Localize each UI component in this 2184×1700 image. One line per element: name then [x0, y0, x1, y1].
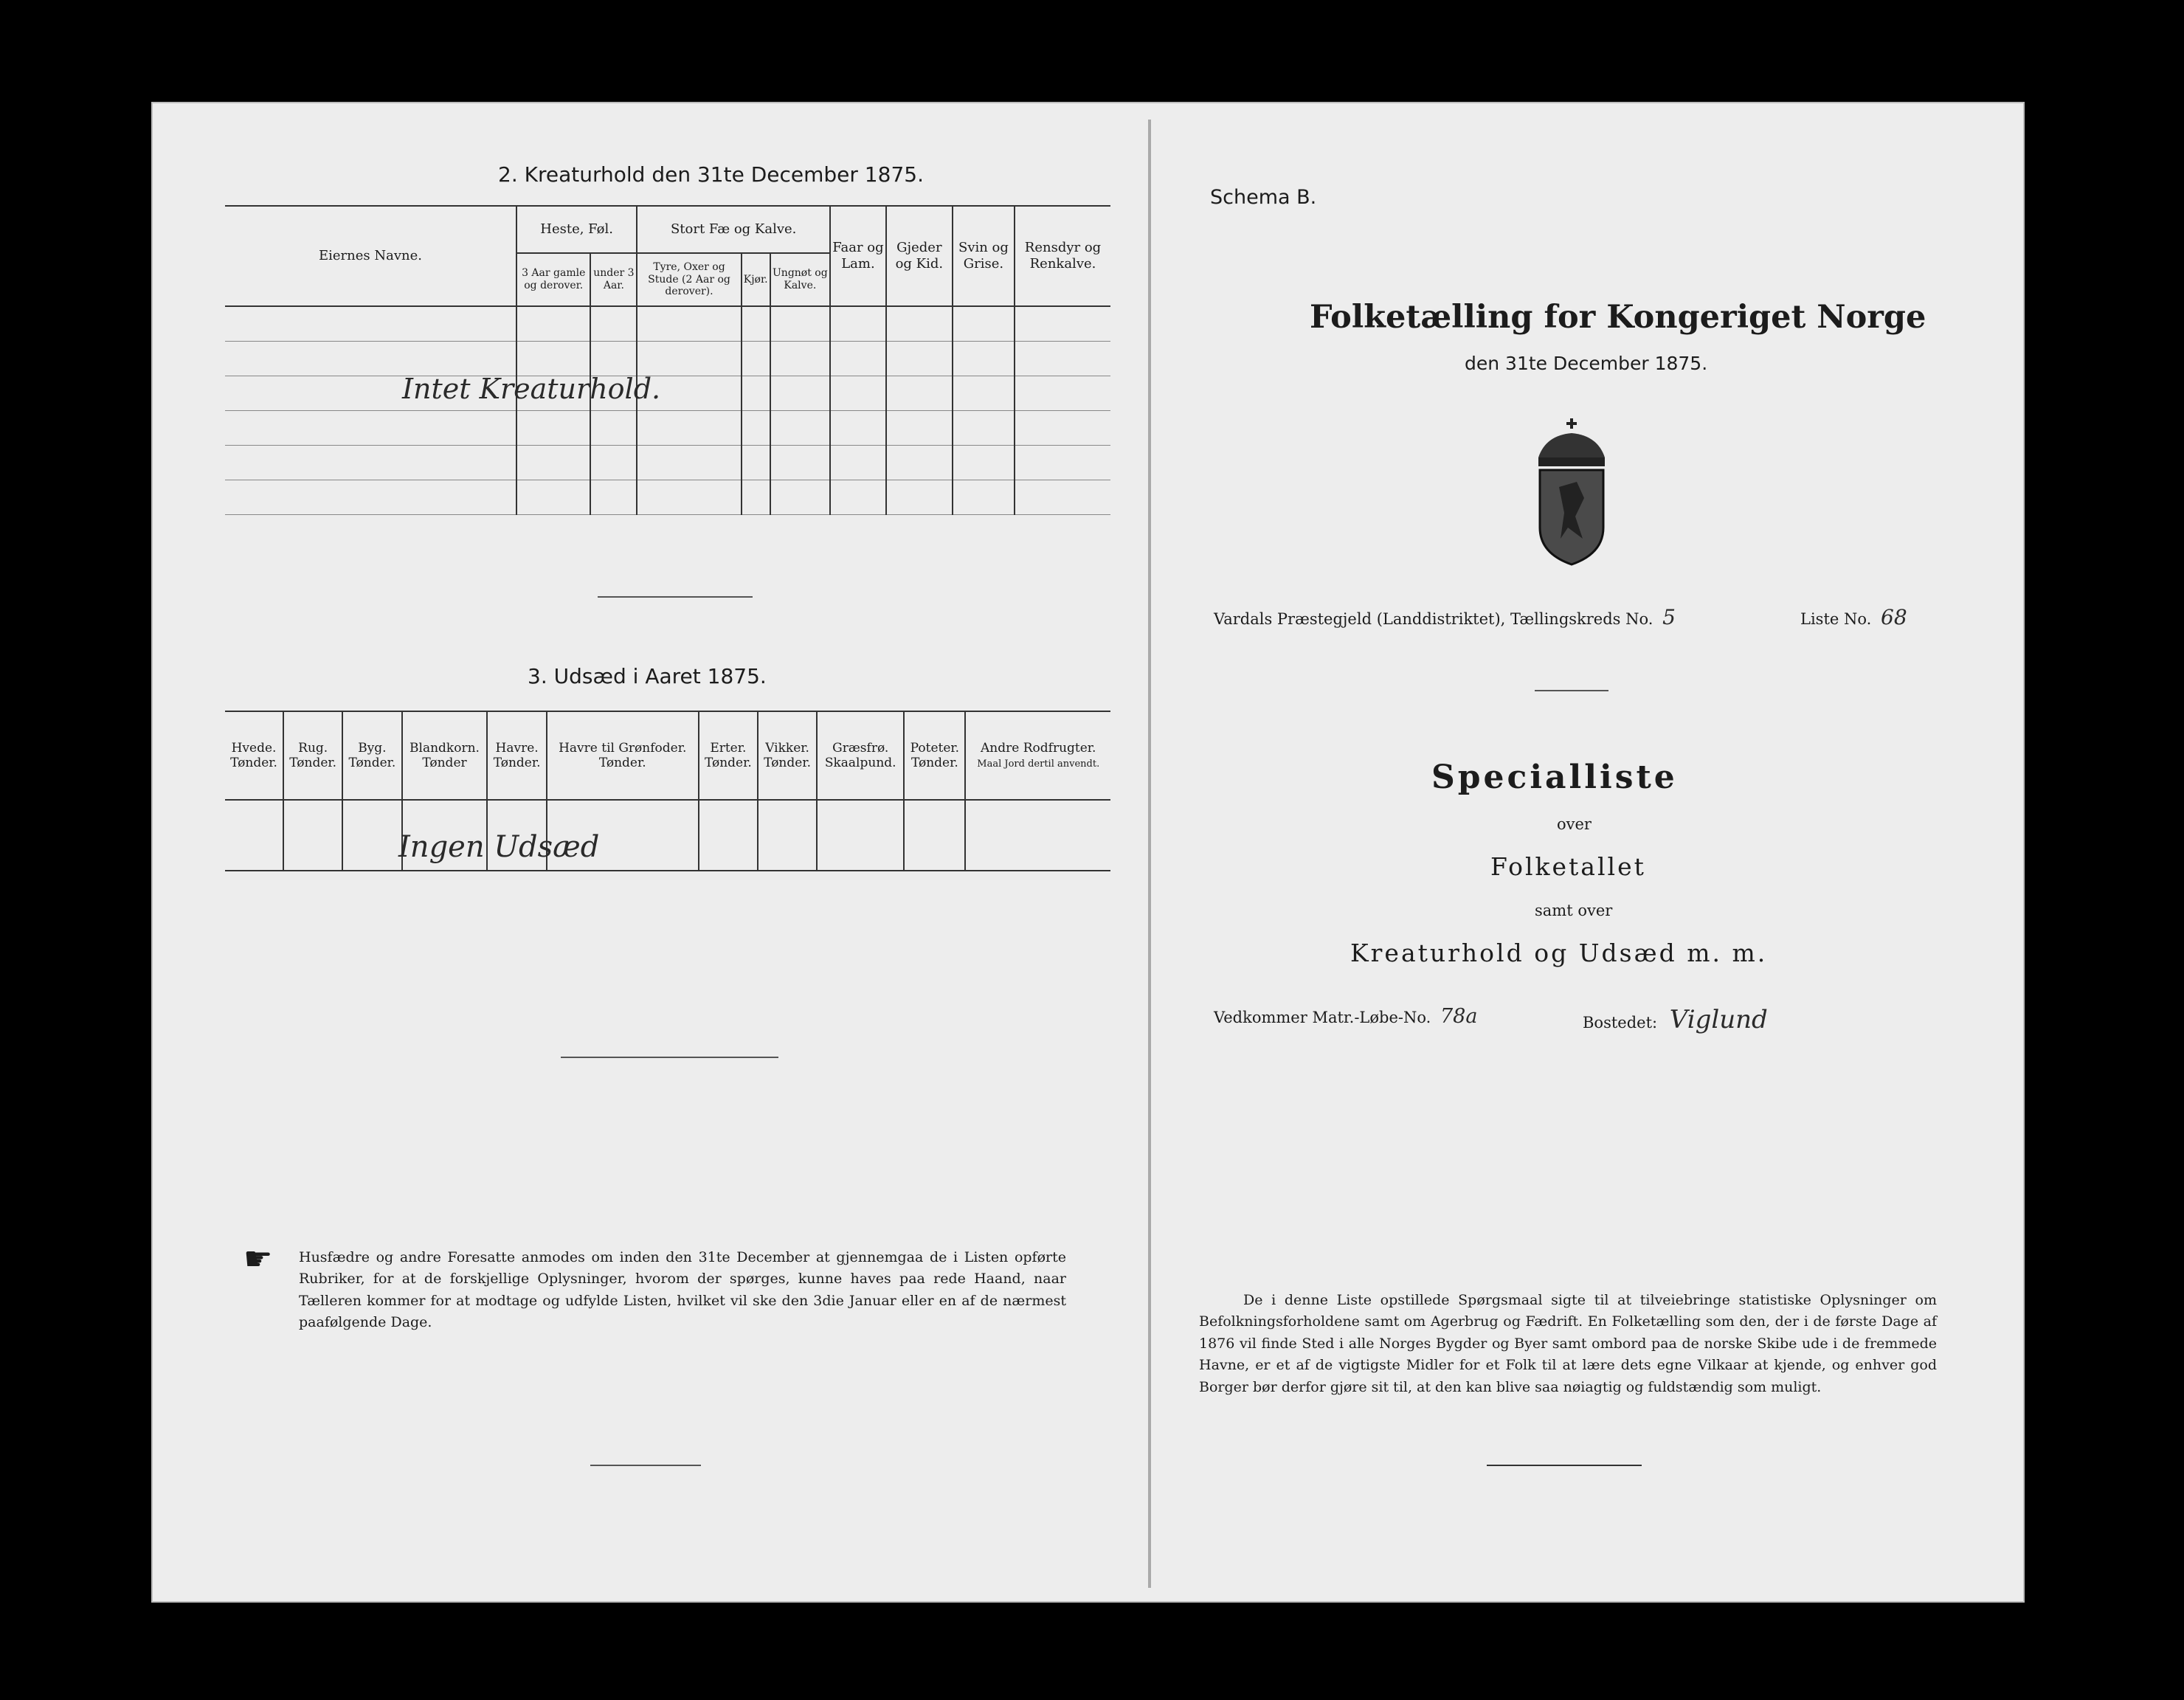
seed-col-5: Havre. Tønder. — [487, 711, 546, 800]
divider-5 — [1487, 1465, 1642, 1466]
sub-heste-3aar: 3 Aar gamle og derover. — [516, 253, 590, 306]
col-svin: Svin og Grise. — [953, 206, 1015, 306]
divider-1 — [598, 596, 753, 598]
page-fold — [1148, 120, 1151, 1588]
kreds-no: 5 — [1662, 605, 1676, 629]
col-owner: Eiernes Navne. — [225, 206, 516, 306]
bosted-label: Bostedet: — [1583, 1014, 1658, 1032]
sub-tyre: Tyre, Oxer og Stude (2 Aar og derover). — [637, 253, 741, 306]
col-faar: Faar og Lam. — [830, 206, 886, 306]
folketallet: Folketallet — [1490, 852, 1646, 881]
coat-of-arms-icon — [1531, 417, 1612, 571]
col-gjeder: Gjeder og Kid. — [886, 206, 953, 306]
matr-label: Vedkommer Matr.-Løbe-No. — [1214, 1009, 1431, 1026]
samt-over: samt over — [1535, 902, 1613, 919]
seed-col-2: Rug. Tønder. — [283, 711, 342, 800]
liste-no: 68 — [1881, 605, 1907, 629]
main-title: Folketælling for Kongeriget Norge — [1310, 299, 1926, 336]
district-line — [1214, 605, 1676, 629]
divider-3 — [590, 1465, 701, 1466]
seed-col-9: Græsfrø. Skaalpund. — [817, 711, 904, 800]
col-rensdyr: Rensdyr og Renkalve. — [1015, 206, 1110, 306]
seed-col-6: Havre til Grønfoder. Tønder. — [547, 711, 699, 800]
footer-text: De i denne Liste opstillede Spørgsmaal sigte til at tilveiebringe statistiske Oplysninger om Befolkningsforholdene samt om Agerbrug og Fædrift. En Folketælling som den, der i de første Dage af 1876 vil finde Sted i alle Norges Bygder og Byer samt ombord paa de norske Skibe ude i de fremmede Havne, er et af de vigtigste Midler for et Folk til at lære dets egne Vilkaar at kjende, og enhver god Borger bør derfor gjøre sit til, at den kan blive saa nøiagtig og fuldstændig som muligt. — [1199, 1292, 1937, 1395]
bosted-line — [1583, 1005, 1768, 1034]
notice-text: Husfædre og andre Foresatte anmodes om inden den 31te December at gjennemgaa de i Listen opførte Rubriker, for at de forskjellige Oplysninger, hvorom der spørges, kunne haves paa rede Haand, naar Tælleren kommer for at modtage og udfylde Listen, hvilket vil ske den 3die Januar eller en af de nærmest paafølgende Dage. — [299, 1249, 1066, 1331]
matr-line — [1214, 1005, 1477, 1028]
section3-title: 3. Udsæd i Aaret 1875. — [528, 664, 767, 688]
group-heste: Heste, Føl. — [516, 206, 637, 253]
seed-handwritten: Ingen Udsæd — [398, 830, 600, 864]
seed-col-4: Blandkorn. Tønder — [402, 711, 488, 800]
seed-col-8: Vikker. Tønder. — [758, 711, 817, 800]
seed-col-3: Byg. Tønder. — [342, 711, 401, 800]
sub-ungnot: Ungnøt og Kalve. — [770, 253, 831, 306]
liste-line — [1800, 605, 1907, 629]
bosted-value: Viglund — [1669, 1005, 1768, 1034]
seed-col-11: Andre Rodfrugter. Maal Jord dertil anvendt. — [965, 711, 1110, 800]
seed-col-1: Hvede. Tønder. — [225, 711, 283, 800]
seed-col-10: Poteter. Tønder. — [904, 711, 965, 800]
liste-label: Liste No. — [1800, 610, 1872, 628]
hand-pointer-icon: ☛ — [243, 1240, 273, 1278]
group-stort: Stort Fæ og Kalve. — [637, 206, 830, 253]
divider-2 — [561, 1057, 778, 1058]
livestock-table — [225, 205, 1110, 515]
over-1: over — [1557, 815, 1592, 833]
district-label: Vardals Præstegjeld (Landdistriktet), Tællingskreds No. — [1214, 610, 1653, 628]
seed-table — [225, 711, 1110, 871]
kreaturhold-line: Kreaturhold og Udsæd m. m. — [1350, 939, 1768, 967]
livestock-handwritten: Intet Kreaturhold. — [402, 373, 661, 405]
main-date: den 31te December 1875. — [1465, 353, 1708, 374]
sub-kjor: Kjør. — [742, 253, 770, 306]
sub-heste-under: under 3 Aar. — [590, 253, 637, 306]
divider-4 — [1535, 690, 1608, 691]
special-title: Specialliste — [1431, 759, 1678, 796]
seed-col-7: Erter. Tønder. — [699, 711, 758, 800]
schema-label: Schema B. — [1210, 186, 1317, 209]
section2-title: 2. Kreaturhold den 31te December 1875. — [498, 162, 924, 187]
matr-no: 78a — [1440, 1005, 1478, 1028]
